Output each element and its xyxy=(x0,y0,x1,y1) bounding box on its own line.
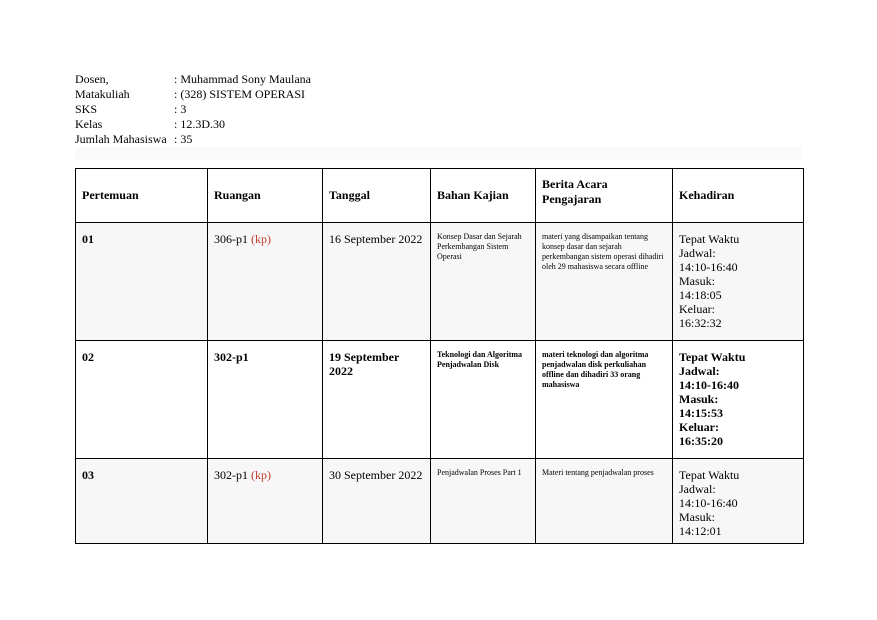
info-value: : 3 xyxy=(174,102,187,116)
info-label: Jumlah Mahasiswa xyxy=(75,132,167,146)
info-row-dosen xyxy=(75,72,311,87)
checkin-label: Masuk: xyxy=(679,392,719,406)
header-pertemuan: Pertemuan xyxy=(76,169,208,223)
table-row xyxy=(76,341,804,459)
schedule-time: 14:10-16:40 xyxy=(679,260,738,274)
header-bahan-kajian: Bahan Kajian xyxy=(431,169,536,223)
room-code: 306-p1 xyxy=(214,232,248,246)
cell-bahan-kajian: Penjadwalan Proses Part 1 xyxy=(431,459,536,544)
header-kehadiran: Kehadiran xyxy=(673,169,804,223)
checkout-label: Keluar: xyxy=(679,420,719,434)
checkin-label: Masuk: xyxy=(679,274,715,288)
info-row-kelas xyxy=(75,117,311,132)
attendance-status: Tepat Waktu xyxy=(679,350,746,364)
table-row xyxy=(76,223,804,341)
attendance-status: Tepat Waktu xyxy=(679,232,740,246)
header-tanggal: Tanggal xyxy=(323,169,431,223)
cell-kehadiran xyxy=(673,341,804,459)
header-berita-acara: Berita Acara Pengajaran xyxy=(536,169,673,223)
info-label: SKS xyxy=(75,102,98,116)
cell-pertemuan: 02 xyxy=(76,341,208,459)
cell-ruangan xyxy=(208,459,323,544)
room-code: 302-p1 xyxy=(214,468,248,482)
schedule-label: Jadwal: xyxy=(679,482,716,496)
schedule-label: Jadwal: xyxy=(679,246,716,260)
checkout-time: 16:32:32 xyxy=(679,316,722,330)
cell-ruangan xyxy=(208,223,323,341)
info-value: : 12.3D.30 xyxy=(174,117,225,131)
checkin-time: 14:12:01 xyxy=(679,524,722,538)
info-row-sks xyxy=(75,102,311,117)
cell-pertemuan: 03 xyxy=(76,459,208,544)
attendance-table xyxy=(75,168,804,544)
schedule-time: 14:10-16:40 xyxy=(679,378,739,392)
info-label: Matakuliah xyxy=(75,87,130,101)
info-row-jumlah-mahasiswa xyxy=(75,132,311,147)
cell-berita-acara: materi yang disampaikan tentang konsep dasar dan sejarah perkembangan sistem operasi dihadiri oleh 29 mahasiswa secara offline xyxy=(536,223,673,341)
checkin-time: 14:15:53 xyxy=(679,406,723,420)
cell-ruangan xyxy=(208,341,323,459)
checkin-label: Masuk: xyxy=(679,510,715,524)
info-value: : 35 xyxy=(174,132,193,146)
checkout-time: 16:35:20 xyxy=(679,434,723,448)
cell-pertemuan: 01 xyxy=(76,223,208,341)
info-row-matakuliah xyxy=(75,87,311,102)
room-code: 302-p1 xyxy=(214,350,249,364)
room-tag: (kp) xyxy=(251,468,271,482)
cell-berita-acara: materi teknologi dan algoritma penjadwalan disk perkuliahan offline dan dihadiri 33 orang mahasiswa xyxy=(536,341,673,459)
cell-tanggal: 19 September 2022 xyxy=(323,341,431,459)
cell-berita-acara: Materi tentang penjadwalan proses xyxy=(536,459,673,544)
course-info xyxy=(75,72,311,147)
cell-bahan-kajian: Teknologi dan Algoritma Penjadwalan Disk xyxy=(431,341,536,459)
cell-kehadiran xyxy=(673,459,804,544)
schedule-label: Jadwal: xyxy=(679,364,720,378)
info-label: Dosen, xyxy=(75,72,109,86)
checkout-label: Keluar: xyxy=(679,302,715,316)
cell-tanggal: 30 September 2022 xyxy=(323,459,431,544)
schedule-time: 14:10-16:40 xyxy=(679,496,738,510)
header-ruangan: Ruangan xyxy=(208,169,323,223)
cell-kehadiran xyxy=(673,223,804,341)
attendance-status: Tepat Waktu xyxy=(679,468,740,482)
cell-bahan-kajian: Konsep Dasar dan Sejarah Perkembangan Sistem Operasi xyxy=(431,223,536,341)
room-tag: (kp) xyxy=(251,232,271,246)
table-header-row xyxy=(76,169,804,223)
info-label: Kelas xyxy=(75,117,103,131)
separator-strip xyxy=(75,147,802,160)
checkin-time: 14:18:05 xyxy=(679,288,722,302)
info-value: : (328) SISTEM OPERASI xyxy=(174,87,306,101)
info-value: : Muhammad Sony Maulana xyxy=(174,72,311,86)
table-row xyxy=(76,459,804,544)
cell-tanggal: 16 September 2022 xyxy=(323,223,431,341)
